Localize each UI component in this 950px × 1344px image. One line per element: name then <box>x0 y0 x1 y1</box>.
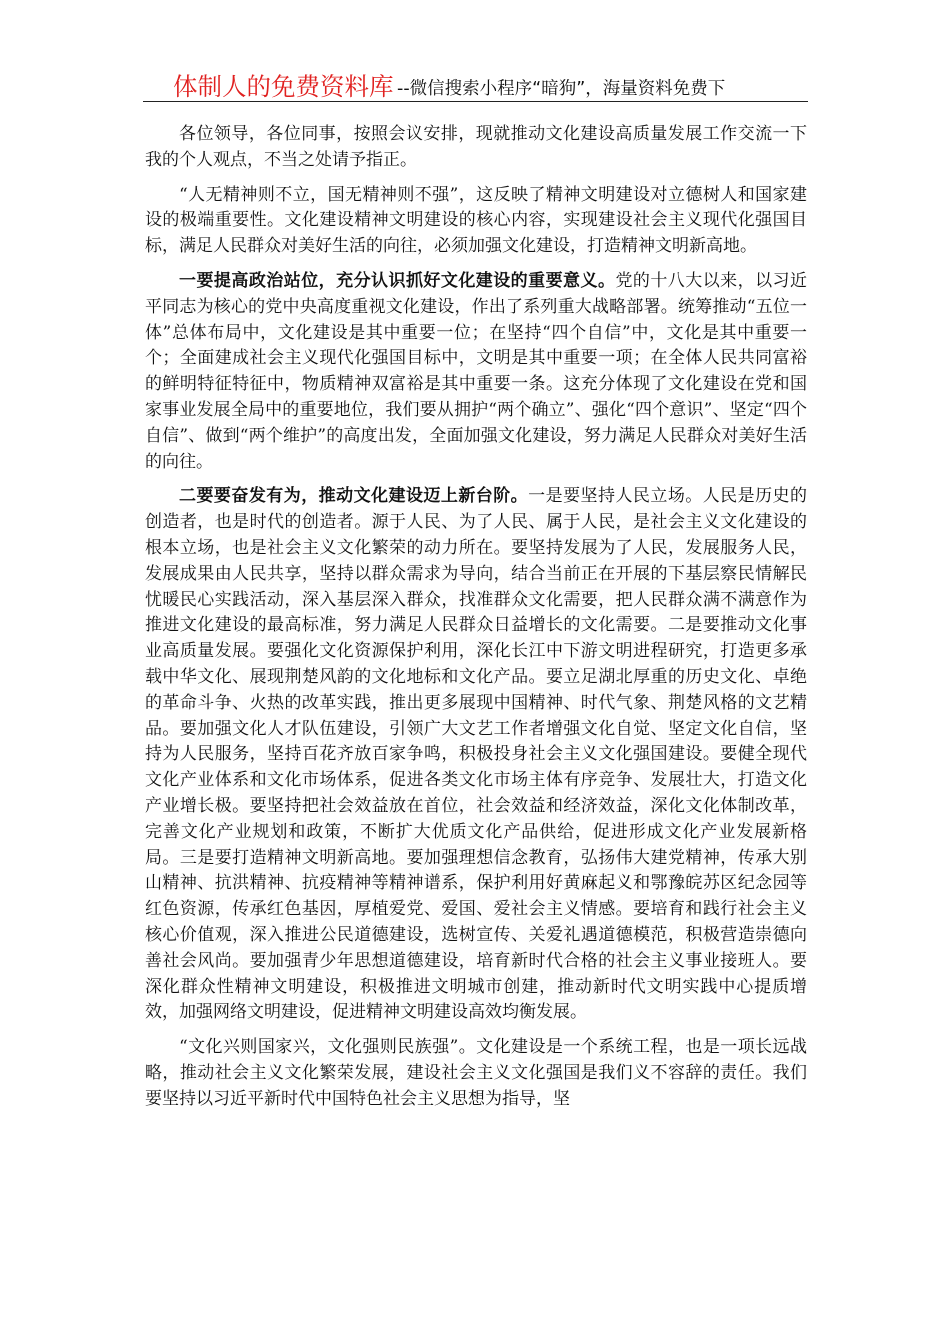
document-body <box>145 122 807 1121</box>
paragraph-text: 党的十八大以来，以习近平同志为核心的党中央高度重视文化建设，作出了系列重大战略部署。统筹推动“五位一体”总体布局中，文化建设是其中重要一位；在坚持“四个自信”中，文化是其中重要一个；全面建成社会主义现代化强国目标中，文明是其中重要一项；在全体人民共同富裕的鲜明特征特征中，物质精神双富裕是其中重要一条。这充分体现了文化建设在党和国家事业发展全局中的重要地位，我们要从拥护“两个确立”、强化“四个意识”、坚定“四个自信”、做到“两个维护”的高度出发，全面加强文化建设，努力满足人民群众对美好生活的向往。 <box>145 270 808 472</box>
paragraph-lead: 一要提高政治站位，充分认识抓好文化建设的重要意义。 <box>179 270 616 291</box>
header-tagline: --微信搜索小程序“暗狗”，海量资料免费下 <box>397 79 726 99</box>
paragraph-1 <box>145 122 807 174</box>
paragraph-text: 一是要坚持人民立场。人民是历史的创造者，也是时代的创造者。源于人民、为了人民、属于人民，是社会主义文化建设的根本立场，也是社会主义文化繁荣的动力所在。要坚持发展为了人民，发展服务人民，发展成果由人民共享，坚持以群众需求为导向，结合当前正在开展的下基层察民情解民忧暖民心实践活动，深入基层深入群众，找准群众文化需要，把人民群众满不满意作为推进文化建设的最高标准，努力满足人民群众日益增长的文化需要。二是要推动文化事业高质量发展。要强化文化资源保护利用，深化长江中下游文明进程研究，打造更多承载中华文化、展现荆楚风韵的文化地标和文化产品。要立足湖北厚重的历史文化、卓绝的革命斗争、火热的改革实践，推出更多展现中国精神、时代气象、荆楚风格的文艺精品。要加强文化人才队伍建设，引领广大文艺工作者增强文化自觉、坚定文化自信，坚持为人民服务，坚持百花齐放百家争鸣，积极投身社会主义文化强国建设。要健全现代文化产业体系和文化市场体系，促进各类文化市场主体有序竞争、发展壮大，打造文化产业增长极。要坚持把社会效益放在首位，社会效益和经济效益，深化文化体制改革，完善文化产业规划和政策，不断扩大优质文化产品供给，促进形成文化产业发展新格局。三是要打造精神文明新高地。要加强理想信念教育，弘扬伟大建党精神，传承大别山精神、抗洪精神、抗疫精神等精神谱系，保护利用好黄麻起义和鄂豫皖苏区纪念园等红色资源，传承红色基因，厚植爱党、爱国、爱社会主义情感。要培育和践行社会主义核心价值观，深入推进公民道德建设，选树宣传、关爱礼遇道德模范，积极营造崇德向善社会风尚。要加强青少年思想道德建设，培育新时代合格的社会主义事业接班人。要深化群众性精神文明建设，积极推进文明城市创建，推动新时代文明实践中心提质增效，加强网络文明建设，促进精神文明建设高效均衡发展。 <box>145 486 808 1023</box>
paragraph-text: “文化兴则国家兴，文化强则民族强”。文化建设是一个系统工程，也是一项长远战略，推动社会主义文化繁荣发展，建设社会主义文化强国是我们义不容辞的责任。我们要坚持以习近平新时代中国特色社会主义思想为指导，坚 <box>145 1037 807 1109</box>
paragraph-3 <box>145 269 807 475</box>
paragraph-text: 各位领导，各位同事，按照会议安排，现就推动文化建设高质量发展工作交流一下我的个人观点，不当之处请予指正。 <box>145 124 807 170</box>
header-rule <box>143 101 808 102</box>
paragraph-4 <box>145 484 807 1026</box>
paragraph-text: “人无精神则不立，国无精神则不强”，这反映了精神文明建设对立德树人和国家建设的极端重要性。文化建设精神文明建设的核心内容，实现建设社会主义现代化强国目标，满足人民群众对美好生活的向往，必须加强文化建设，打造精神文明新高地。 <box>145 184 807 257</box>
header-brand: 体制人的免费资料库 <box>173 72 394 101</box>
page-header <box>143 70 808 104</box>
paragraph-lead: 二要要奋发有为，推动文化建设迈上新台阶。 <box>179 486 529 507</box>
paragraph-2 <box>145 183 807 260</box>
paragraph-5 <box>145 1035 807 1112</box>
